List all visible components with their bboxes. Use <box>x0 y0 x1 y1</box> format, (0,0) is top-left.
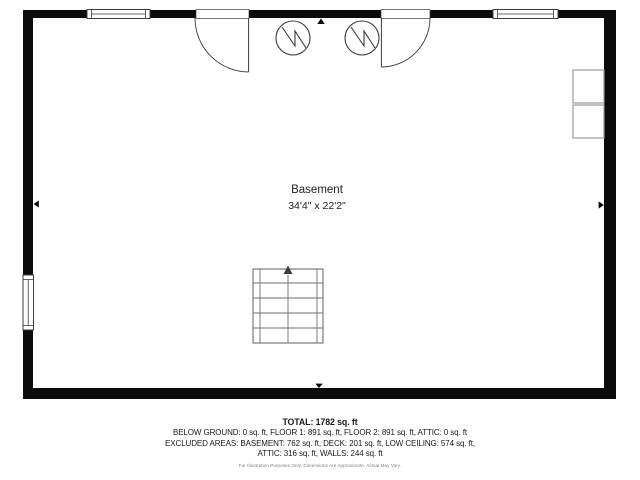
area-breakdown-line: BELOW GROUND: 0 sq. ft, FLOOR 1: 891 sq. ft, FLOOR 2: 891 sq. ft, ATTIC: 0 sq. ft <box>172 427 468 437</box>
room-dimensions: 34'4" x 22'2" <box>288 200 346 212</box>
window-icon <box>493 10 558 19</box>
window-icon <box>23 275 34 330</box>
door-swing-icon <box>381 10 430 67</box>
cabinet-box <box>573 70 604 138</box>
wall-bottom <box>23 388 616 399</box>
alignment-arrow-icon <box>317 18 324 24</box>
door-swing-icon <box>195 10 249 72</box>
disclaimer-text: For Illustration Purposes Only. Dimensions Are Approximate, Actual May Vary. <box>238 462 402 468</box>
staircase-up-icon <box>253 266 323 344</box>
excluded-areas-line: EXCLUDED AREAS: BASEMENT: 762 sq. ft, DECK: 201 sq. ft, LOW CEILING: 574 sq. ft, <box>165 438 475 448</box>
zigzag-circle-icon <box>276 21 310 55</box>
wall-right <box>604 10 616 399</box>
total-area-text: TOTAL: 1782 sq. ft <box>282 417 358 427</box>
wall-left <box>23 10 33 399</box>
room-label: Basement <box>291 184 343 196</box>
window-icon <box>87 10 150 19</box>
excluded-areas-line: ATTIC: 316 sq. ft, WALLS: 244 sq. ft <box>257 449 383 459</box>
area-summary <box>0 417 640 469</box>
alignment-arrow-icon <box>34 200 39 207</box>
alignment-arrow-icon <box>315 384 322 388</box>
alignment-arrow-icon <box>599 201 604 208</box>
zigzag-circle-icon <box>345 21 379 55</box>
